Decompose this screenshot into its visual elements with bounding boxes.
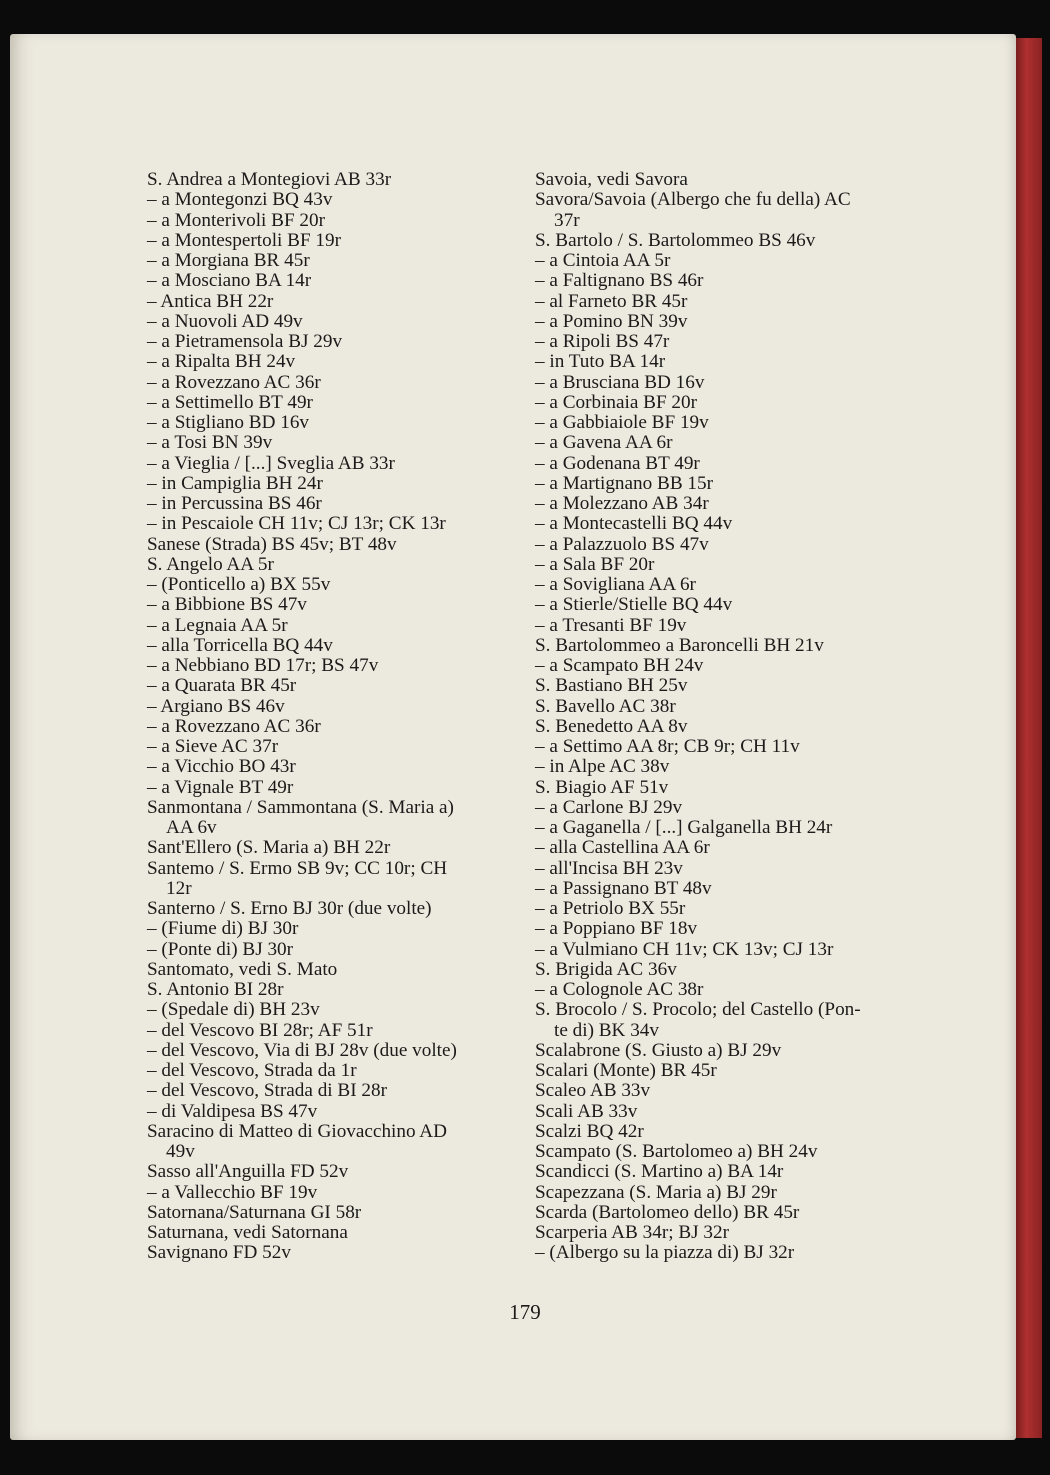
index-column-right bbox=[535, 170, 902, 1264]
index-entry bbox=[147, 960, 513, 980]
index-entry bbox=[147, 575, 513, 595]
index-entry bbox=[535, 798, 902, 818]
index-entry bbox=[147, 190, 513, 210]
index-entry bbox=[535, 838, 902, 858]
index-entry-text: – a Sovigliana AA 6r bbox=[535, 574, 696, 595]
index-entry bbox=[535, 778, 902, 798]
index-entry bbox=[147, 231, 513, 251]
index-entry-text: – a Rovezzano AC 36r bbox=[147, 371, 321, 393]
index-entry bbox=[147, 494, 513, 514]
index-entry-text: – a Palazzuolo BS 47v bbox=[535, 533, 709, 555]
index-entry-text: – (Ponte di) BJ 30r bbox=[147, 938, 294, 960]
index-entry bbox=[147, 616, 513, 636]
index-entry-text: – a Gabbiaiole BF 19v bbox=[535, 412, 709, 433]
index-entry bbox=[147, 1162, 513, 1182]
index-entry bbox=[147, 352, 513, 372]
index-entry bbox=[535, 757, 902, 777]
index-entry-text: – a Rovezzano AC 36r bbox=[147, 715, 321, 737]
index-entry-text: – a Vignale BT 49r bbox=[147, 776, 294, 798]
index-entry bbox=[147, 454, 513, 474]
index-entry bbox=[535, 1223, 902, 1243]
index-entry-text: – a Brusciana BD 16v bbox=[535, 371, 705, 393]
index-entry-text: – del Vescovo, Strada di BI 28r bbox=[147, 1080, 387, 1102]
index-entry bbox=[535, 514, 902, 534]
index-entry-text: – in Campiglia BH 24r bbox=[147, 472, 323, 494]
index-entry bbox=[147, 1102, 513, 1122]
index-entry-text: – a Colognole AC 38r bbox=[535, 979, 704, 1000]
index-entry-continuation: 12r bbox=[166, 877, 192, 899]
index-entry bbox=[147, 838, 513, 858]
index-entry bbox=[147, 656, 513, 676]
index-entry-text: – in Alpe AC 38v bbox=[535, 756, 670, 778]
index-entry-text: – a Petriolo BX 55r bbox=[535, 898, 686, 919]
index-entry bbox=[147, 1081, 513, 1101]
index-entry-text: – a Scampato BH 24v bbox=[535, 655, 704, 676]
index-entry-text: Savignano FD 52v bbox=[147, 1242, 291, 1264]
index-entry bbox=[535, 636, 902, 656]
index-entry-text: S. Angelo AA 5r bbox=[147, 553, 274, 575]
index-entry-text: – del Vescovo, Via di BJ 28v (due volte) bbox=[147, 1039, 457, 1061]
index-entry-text: – a Gavena AA 6r bbox=[535, 432, 673, 454]
index-entry-text: – a Vulmiano CH 11v; CK 13v; CJ 13r bbox=[535, 938, 834, 960]
book-spine-edge bbox=[1016, 38, 1042, 1438]
index-entry bbox=[535, 737, 902, 757]
index-entry-text: – (Spedale di) BH 23v bbox=[147, 999, 320, 1021]
index-entry bbox=[535, 231, 902, 251]
index-entry bbox=[535, 697, 902, 717]
index-entry-text: – a Montegonzi BQ 43v bbox=[147, 189, 333, 211]
index-entry bbox=[535, 393, 902, 413]
index-entry bbox=[535, 1061, 902, 1081]
index-entry-text: S. Antonio BI 28r bbox=[147, 979, 284, 1000]
index-entry-text: Scarperia AB 34r; BJ 32r bbox=[535, 1222, 729, 1243]
index-entry bbox=[147, 757, 513, 777]
index-entry bbox=[147, 292, 513, 312]
index-entry-text: – alla Torricella BQ 44v bbox=[147, 634, 333, 656]
index-entry-text: – a Martignano BB 15r bbox=[535, 472, 713, 494]
index-entry-text: Saturnana, vedi Satornana bbox=[147, 1222, 348, 1243]
index-entry-text: – a Godenana BT 49r bbox=[535, 452, 700, 474]
index-entry bbox=[147, 1183, 513, 1203]
index-entry bbox=[147, 798, 513, 839]
index-entry bbox=[147, 859, 513, 900]
index-entry-text: Sant'Ellero (S. Maria a) BH 22r bbox=[147, 837, 391, 859]
index-entry bbox=[535, 332, 902, 352]
index-entry-text: – a Bibbione BS 47v bbox=[147, 594, 307, 616]
index-entry bbox=[535, 1081, 902, 1101]
index-entry-text: – a Ripalta BH 24v bbox=[147, 351, 296, 373]
index-entry-text: – a Pomino BN 39v bbox=[535, 310, 688, 332]
index-entry bbox=[147, 251, 513, 271]
index-entry bbox=[535, 818, 902, 838]
index-entry-text: – a Quarata BR 45r bbox=[147, 675, 297, 697]
index-entry-text: – a Molezzano AB 34r bbox=[535, 493, 709, 514]
index-entry-text: Scampato (S. Bartolomeo a) BH 24v bbox=[535, 1141, 818, 1162]
index-entry bbox=[535, 312, 902, 332]
index-entry bbox=[147, 919, 513, 939]
index-entry-continuation: 37r bbox=[554, 209, 580, 231]
index-entry-text: – a Nuovoli AD 49v bbox=[147, 310, 303, 332]
index-entry-text: S. Andrea a Montegiovi AB 33r bbox=[147, 169, 392, 190]
index-entry bbox=[535, 980, 902, 1000]
index-entry-text: – a Sieve AC 37r bbox=[147, 736, 279, 757]
index-entry bbox=[535, 433, 902, 453]
index-entry-text: – del Vescovo, Strada da 1r bbox=[147, 1060, 357, 1081]
index-entry-text: – a Mosciano BA 14r bbox=[147, 270, 312, 292]
index-entry-text: Sanese (Strada) BS 45v; BT 48v bbox=[147, 533, 397, 555]
index-entry-text: – a Legnaia AA 5r bbox=[147, 614, 288, 636]
index-entry bbox=[535, 1122, 902, 1142]
index-entry-text: S. Bavello AC 38r bbox=[535, 695, 676, 717]
index-entry-text: – a Vieglia / [...] Sveglia AB 33r bbox=[147, 452, 395, 474]
index-entry-text: – all'Incisa BH 23v bbox=[535, 857, 683, 879]
index-entry-text: – a Ripoli BS 47r bbox=[535, 331, 670, 352]
index-entry-text: S. Bastiano BH 25v bbox=[535, 675, 688, 697]
index-entry-text: – a Faltignano BS 46r bbox=[535, 270, 704, 292]
index-entry-text: S. Brigida AC 36v bbox=[535, 958, 677, 980]
index-entry-text: – a Tresanti BF 19v bbox=[535, 614, 687, 636]
index-entry-text: Scalari (Monte) BR 45r bbox=[535, 1060, 717, 1081]
index-entry bbox=[535, 940, 902, 960]
index-entry bbox=[147, 332, 513, 352]
index-entry-text: – a Settimello BT 49r bbox=[147, 391, 313, 413]
index-entry bbox=[147, 595, 513, 615]
index-entry bbox=[147, 1122, 513, 1163]
index-entry bbox=[147, 1243, 513, 1263]
index-entry bbox=[147, 737, 513, 757]
index-entry-text: – in Tuto BA 14r bbox=[535, 351, 666, 373]
index-entry-text: – in Percussina BS 46r bbox=[147, 493, 322, 514]
index-entry-text: – (Albergo su la piazza di) BJ 32r bbox=[535, 1242, 795, 1264]
index-entry bbox=[147, 697, 513, 717]
index-entry-text: – a Montespertoli BF 19r bbox=[147, 229, 341, 251]
index-entry-text: – a Pietramensola BJ 29v bbox=[147, 331, 343, 352]
index-entry bbox=[147, 980, 513, 1000]
index-entry-text: S. Bartolo / S. Bartolommeo BS 46v bbox=[535, 229, 816, 251]
index-entry bbox=[535, 595, 902, 615]
index-entry bbox=[535, 879, 902, 899]
index-entry bbox=[147, 1041, 513, 1061]
index-entry-text: Sasso all'Anguilla FD 52v bbox=[147, 1161, 349, 1183]
index-entry-text: Savoia, vedi Savora bbox=[535, 169, 688, 190]
index-entry bbox=[535, 190, 902, 231]
index-entry bbox=[147, 1223, 513, 1243]
index-entry-text: – a Carlone BJ 29v bbox=[535, 796, 683, 818]
index-entry-text: Santemo / S. Ermo SB 9v; CC 10r; CH bbox=[147, 857, 448, 879]
index-entry bbox=[535, 899, 902, 919]
index-entry bbox=[147, 1061, 513, 1081]
index-entry-text: – a Stierle/Stielle BQ 44v bbox=[535, 594, 733, 616]
index-entry-text: Scapezzana (S. Maria a) BJ 29r bbox=[535, 1181, 777, 1203]
index-entry-text: – di Valdipesa BS 47v bbox=[147, 1100, 318, 1122]
index-entry bbox=[535, 676, 902, 696]
index-entry bbox=[147, 271, 513, 291]
index-entry-text: – a Gaganella / [...] Galganella BH 24r bbox=[535, 817, 833, 838]
index-entry bbox=[535, 535, 902, 555]
index-entry-text: – (Ponticello a) BX 55v bbox=[147, 574, 331, 595]
index-entry bbox=[535, 656, 902, 676]
index-entry bbox=[535, 859, 902, 879]
index-entry bbox=[147, 1000, 513, 1020]
index-entry bbox=[535, 454, 902, 474]
index-entry-text: – a Poppiano BF 18v bbox=[535, 918, 698, 940]
index-entry-text: – alla Castellina AA 6r bbox=[535, 837, 710, 859]
index-entry bbox=[535, 292, 902, 312]
index-entry-text: – a Settimo AA 8r; CB 9r; CH 11v bbox=[535, 736, 800, 757]
index-entry bbox=[147, 312, 513, 332]
index-entry-text: – a Cintoia AA 5r bbox=[535, 250, 671, 271]
index-entry bbox=[147, 940, 513, 960]
index-entry-text: – a Vicchio BO 43r bbox=[147, 756, 296, 778]
index-entry bbox=[535, 1041, 902, 1061]
index-entry-text: – a Corbinaia BF 20r bbox=[535, 391, 698, 413]
index-entry bbox=[147, 555, 513, 575]
index-entry bbox=[535, 1243, 902, 1263]
index-entry-text: – del Vescovo BI 28r; AF 51r bbox=[147, 1019, 373, 1041]
index-entry bbox=[535, 170, 902, 190]
index-entry-text: S. Brocolo / S. Procolo; del Castello (Pon- bbox=[535, 999, 861, 1021]
index-entry-text: – a Nebbiano BD 17r; BS 47v bbox=[147, 655, 379, 676]
index-entry-continuation: te di) BK 34v bbox=[554, 1019, 659, 1041]
index-entry bbox=[535, 474, 902, 494]
index-entry-text: – in Pescaiole CH 11v; CJ 13r; CK 13r bbox=[147, 513, 446, 535]
index-entry-text: Scalabrone (S. Giusto a) BJ 29v bbox=[535, 1039, 782, 1061]
index-entry bbox=[147, 1203, 513, 1223]
index-entry bbox=[535, 1162, 902, 1182]
index-entry bbox=[147, 474, 513, 494]
index-entry bbox=[147, 676, 513, 696]
index-entry-text: Scarda (Bartolomeo dello) BR 45r bbox=[535, 1201, 800, 1223]
index-entry-text: Sanmontana / Sammontana (S. Maria a) bbox=[147, 796, 454, 818]
index-entry bbox=[535, 919, 902, 939]
index-entry-text: – a Vallecchio BF 19v bbox=[147, 1181, 318, 1203]
index-entry-text: – a Tosi BN 39v bbox=[147, 432, 273, 454]
index-entry-continuation: AA 6v bbox=[166, 817, 217, 838]
index-entry bbox=[147, 373, 513, 393]
index-entry-text: Saracino di Matteo di Giovacchino AD bbox=[147, 1120, 448, 1142]
index-entry-text: Scandicci (S. Martino a) BA 14r bbox=[535, 1161, 784, 1183]
index-entry bbox=[535, 1000, 902, 1041]
index-entry-text: – a Morgiana BR 45r bbox=[147, 250, 310, 271]
index-entry bbox=[147, 433, 513, 453]
index-entry-text: – (Fiume di) BJ 30r bbox=[147, 918, 299, 940]
index-entry-text: – a Sala BF 20r bbox=[535, 553, 655, 575]
index-entry bbox=[535, 1142, 902, 1162]
index-entry-text: – a Stigliano BD 16v bbox=[147, 412, 310, 433]
index-entry bbox=[535, 1183, 902, 1203]
index-entry-text: S. Bartolommeo a Baroncelli BH 21v bbox=[535, 634, 824, 656]
index-entry bbox=[147, 899, 513, 919]
index-entry bbox=[535, 271, 902, 291]
index-entry-text: Savora/Savoia (Albergo che fu della) AC bbox=[535, 189, 851, 211]
page-number: 179 bbox=[509, 1300, 541, 1324]
index-entry bbox=[147, 170, 513, 190]
index-entry-text: Scalzi BQ 42r bbox=[535, 1120, 644, 1142]
index-entry-text: Santerno / S. Erno BJ 30r (due volte) bbox=[147, 898, 432, 919]
index-entry-text: Santomato, vedi S. Mato bbox=[147, 958, 338, 980]
index-entry bbox=[535, 717, 902, 737]
index-entry bbox=[535, 1203, 902, 1223]
index-entry-text: – Argiano BS 46v bbox=[147, 695, 285, 717]
index-entry bbox=[535, 413, 902, 433]
index-entry bbox=[147, 717, 513, 737]
index-entry-text: Scaleo AB 33v bbox=[535, 1080, 651, 1102]
index-entry-text: – a Passignano BT 48v bbox=[535, 877, 712, 899]
index-entry-text: S. Benedetto AA 8v bbox=[535, 715, 688, 737]
index-entry-text: – Antica BH 22r bbox=[147, 290, 274, 312]
index-entry bbox=[147, 393, 513, 413]
index-entry bbox=[535, 373, 902, 393]
index-column-left bbox=[147, 170, 513, 1264]
index-entry-text: Satornana/Saturnana GI 58r bbox=[147, 1201, 362, 1223]
index-entry bbox=[147, 636, 513, 656]
index-entry bbox=[147, 413, 513, 433]
index-entry bbox=[535, 960, 902, 980]
index-entry bbox=[147, 514, 513, 534]
index-entry-text: – a Montecastelli BQ 44v bbox=[535, 513, 733, 535]
index-entry-text: Scali AB 33v bbox=[535, 1100, 638, 1122]
index-entry-text: – a Monterivoli BF 20r bbox=[147, 209, 326, 231]
index-entry-continuation: 49v bbox=[166, 1141, 195, 1162]
index-entry bbox=[535, 352, 902, 372]
index-entry bbox=[535, 555, 902, 575]
index-entry bbox=[147, 211, 513, 231]
index-entry bbox=[535, 251, 902, 271]
index-entry-text: – al Farneto BR 45r bbox=[535, 290, 688, 312]
index-entry bbox=[147, 535, 513, 555]
index-entry-text: S. Biagio AF 51v bbox=[535, 776, 669, 798]
index-entry bbox=[535, 616, 902, 636]
index-entry bbox=[147, 1021, 513, 1041]
index-entry bbox=[535, 494, 902, 514]
index-entry bbox=[535, 575, 902, 595]
index-entry bbox=[535, 1102, 902, 1122]
index-entry bbox=[147, 778, 513, 798]
